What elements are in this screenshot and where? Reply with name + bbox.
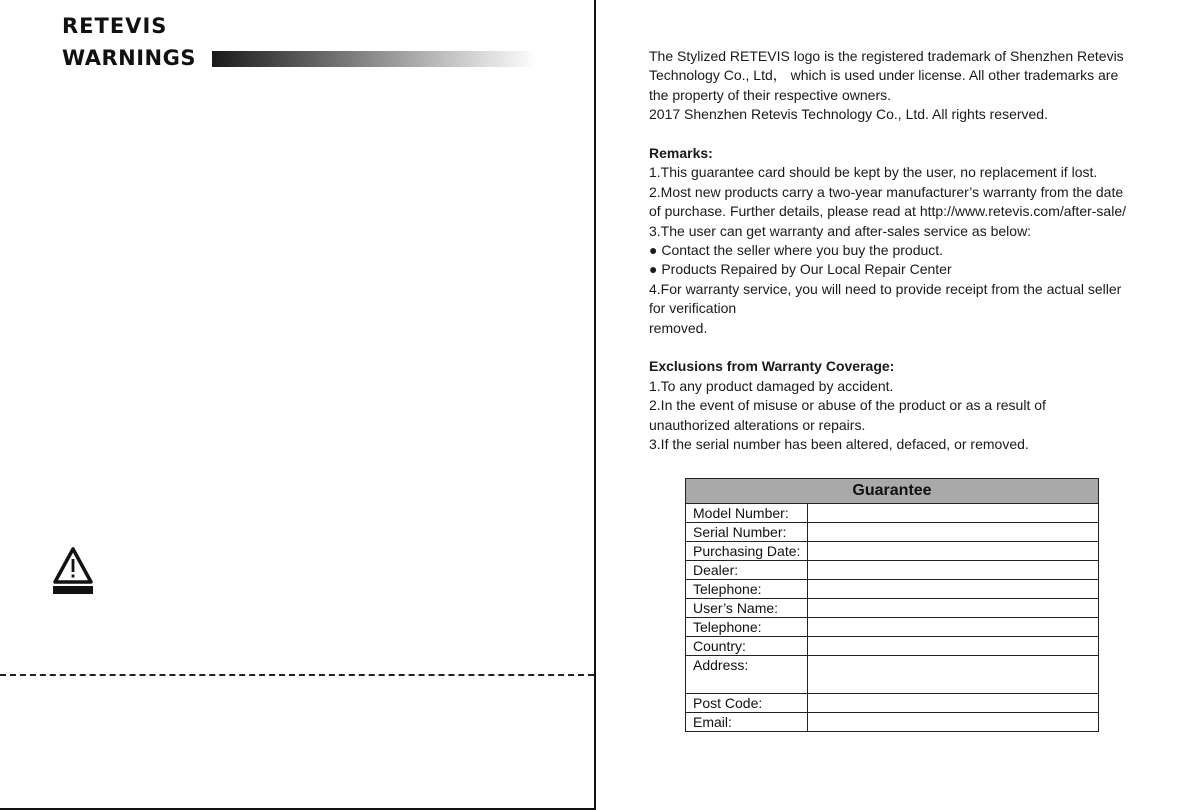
remark-line: for verification	[649, 300, 737, 317]
guarantee-table	[685, 478, 1099, 732]
field-label: Serial Number:	[686, 523, 808, 542]
exclusion-line: 3.If the serial number has been altered, defaced, or removed.	[649, 436, 1029, 453]
remarks-heading: Remarks:	[649, 145, 713, 162]
field-value-blank	[808, 713, 1099, 732]
field-value-blank	[808, 542, 1099, 561]
field-value-blank	[808, 618, 1099, 637]
field-label: Dealer:	[686, 561, 808, 580]
cut-line-dashed	[0, 674, 594, 676]
exclusion-line: 1.To any product damaged by accident.	[649, 377, 894, 394]
field-label: Address:	[686, 656, 808, 694]
field-label: Telephone:	[686, 580, 808, 599]
field-value-blank	[808, 637, 1099, 656]
remark-line: of purchase. Further details, please read at http://www.retevis.com/after-sale/	[649, 203, 1126, 220]
exclusion-line: unauthorized alterations or repairs.	[649, 416, 866, 433]
field-value-blank	[808, 523, 1099, 542]
trademark-line: the property of their respective owners.	[649, 86, 892, 103]
field-label: Post Code:	[686, 694, 808, 713]
table-row	[686, 618, 1099, 637]
table-row	[686, 561, 1099, 580]
exclusions-heading: Exclusions from Warranty Coverage:	[649, 358, 895, 375]
field-label: Email:	[686, 713, 808, 732]
remark-line: 2.Most new products carry a two-year manufacturer’s warranty from the date	[649, 183, 1124, 200]
table-row	[686, 656, 1099, 694]
field-value-blank	[808, 599, 1099, 618]
remark-line: 1.This guarantee card should be kept by the user, no replacement if lost.	[649, 164, 1098, 181]
field-value-blank	[808, 504, 1099, 523]
field-label: Telephone:	[686, 618, 808, 637]
title-gradient-bar	[212, 51, 538, 67]
field-value-blank	[808, 656, 1099, 694]
warning-triangle-icon	[53, 546, 93, 596]
table-row	[686, 542, 1099, 561]
table-row	[686, 523, 1099, 542]
field-value-blank	[808, 580, 1099, 599]
remark-line: removed.	[649, 319, 708, 336]
brand-logo: RETEVIS	[62, 14, 168, 38]
page-divider	[594, 0, 596, 810]
field-label: User’s Name:	[686, 599, 808, 618]
table-row	[686, 504, 1099, 523]
field-value-blank	[808, 694, 1099, 713]
field-label: Country:	[686, 637, 808, 656]
field-value-blank	[808, 561, 1099, 580]
copyright-line: 2017 Shenzhen Retevis Technology Co., Ltd. All rights reserved.	[649, 106, 1048, 123]
remark-line: 3.The user can get warranty and after-sales service as below:	[649, 222, 1032, 239]
table-row	[686, 713, 1099, 732]
field-label: Model Number:	[686, 504, 808, 523]
trademark-line: Technology Co., Ltd， which is used under license. All other trademarks are	[649, 67, 1119, 84]
exclusion-line: 2.In the event of misuse or abuse of the product or as a result of	[649, 397, 1046, 414]
table-row	[686, 599, 1099, 618]
guarantee-title: Guarantee	[686, 479, 1099, 504]
warnings-title: WARNINGS	[62, 46, 196, 70]
table-row	[686, 580, 1099, 599]
table-row	[686, 694, 1099, 713]
warranty-text-block	[649, 47, 1149, 455]
remark-line: 4.For warranty service, you will need to provide receipt from the actual seller	[649, 280, 1122, 297]
field-label: Purchasing Date:	[686, 542, 808, 561]
table-row	[686, 637, 1099, 656]
remark-line: ● Contact the seller where you buy the product.	[649, 242, 944, 259]
trademark-line: The Stylized RETEVIS logo is the registered trademark of Shenzhen Retevis	[649, 48, 1124, 64]
remark-line: ● Products Repaired by Our Local Repair Center	[649, 261, 952, 278]
